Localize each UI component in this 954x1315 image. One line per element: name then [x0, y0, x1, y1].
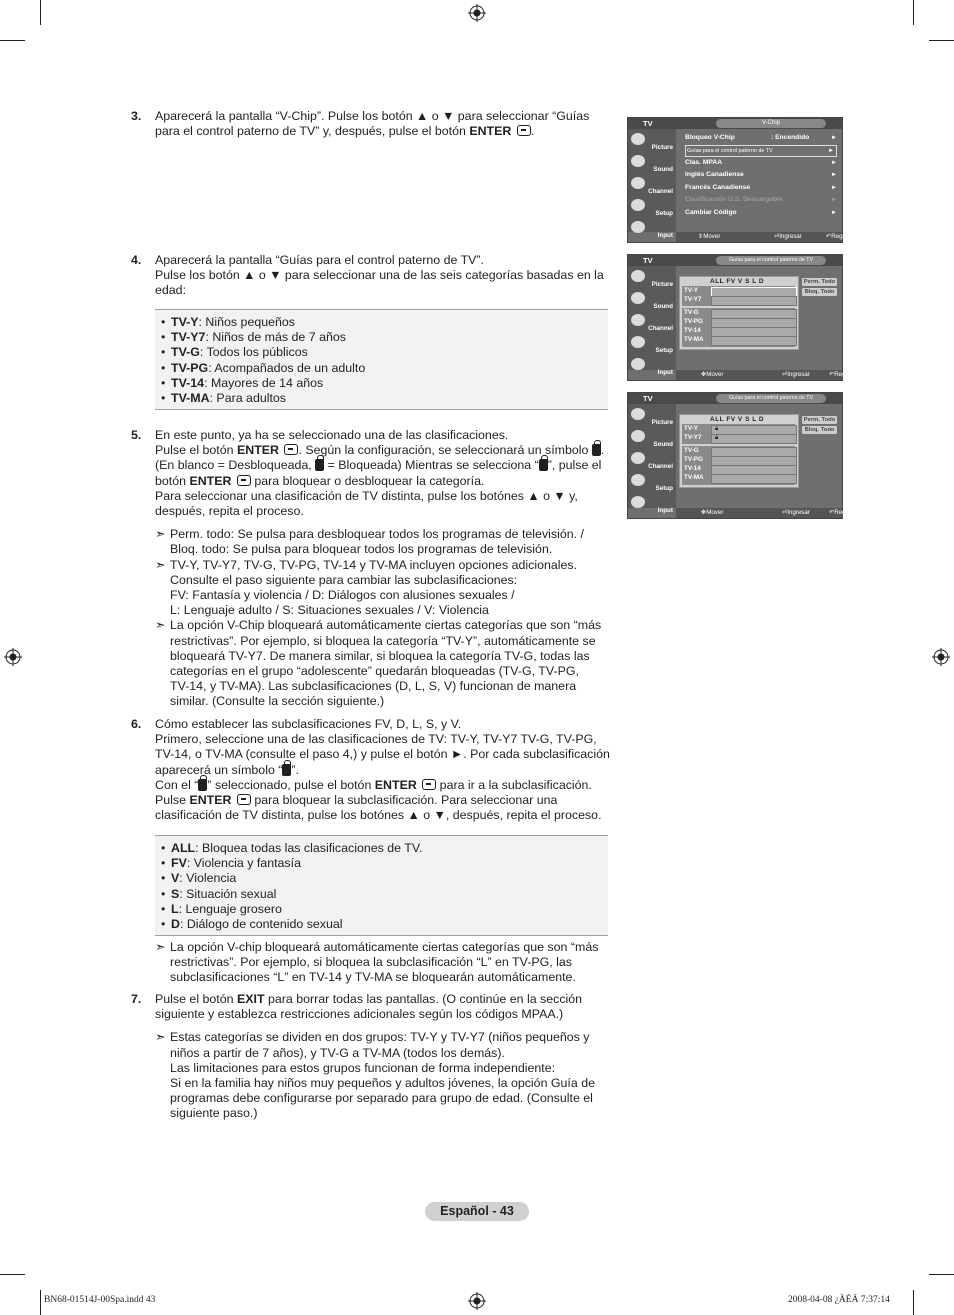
grid-row-label: TV-Y7 — [684, 296, 702, 303]
step-text: aparecerá un símbolo “ ”. — [155, 762, 299, 777]
note-arrow-icon: ➣ — [155, 1030, 166, 1045]
perm-todo-button[interactable]: Perm. Todo — [803, 279, 836, 285]
page-number: Español - 43 — [425, 1202, 529, 1221]
registration-mark-icon — [468, 1292, 486, 1310]
menu-item[interactable]: Francés Canadiense ► — [685, 184, 837, 191]
sidebar-item-sound[interactable] — [630, 429, 674, 448]
sidebar-item-label: Channel — [648, 463, 673, 470]
screen-title: Guías para el control paterno de TV — [716, 256, 826, 265]
channel-icon — [631, 452, 645, 464]
grid-header: ALL FV V S L D — [710, 278, 765, 285]
menu-item[interactable]: Clas. MPAA ► — [685, 159, 837, 166]
screen-tv-label: TV — [643, 256, 653, 265]
step-number: 7. — [131, 992, 142, 1006]
note — [155, 940, 615, 986]
sound-icon — [631, 155, 645, 167]
step-number: 3. — [131, 109, 142, 123]
step-text: Con el “ ” seleccionado, pulse el botón ENTER para ir a la subclasificación. — [155, 777, 592, 792]
note-arrow-icon: ➣ — [155, 527, 166, 542]
crop-mark — [929, 1274, 954, 1275]
note — [155, 527, 615, 557]
grid-row-label: TV-14 — [684, 465, 701, 472]
picture-icon — [631, 133, 645, 145]
grid-cells[interactable] — [711, 296, 797, 306]
enter-icon — [237, 794, 251, 805]
move-hint: ✥ Mover — [701, 371, 724, 378]
step-5 — [131, 428, 615, 710]
note-text: restrictivas”. Por ejemplo, si bloquea la categoría “TV-Y”, automáticamente se — [170, 633, 596, 648]
sound-icon — [631, 292, 645, 304]
step-4 — [131, 253, 615, 299]
step-text: edad: — [155, 283, 187, 298]
sidebar-item-label: Picture — [651, 419, 673, 426]
setup-icon — [631, 336, 645, 348]
bloq-todo-button[interactable]: Bloq. Todo — [802, 288, 837, 296]
list-item: • S: Situación sexual — [161, 887, 608, 902]
note-text: categorías en el grupo “adolescente” quedarán bloqueadas (TV-G, TV-PG, — [170, 664, 579, 679]
sidebar-item-label: Channel — [648, 188, 673, 195]
channel-icon — [631, 177, 645, 189]
note-text: TV-14, y TV-MA). Las subclasificaciones (D, L, S, V) funcionan de manera — [170, 679, 577, 694]
lock-icon — [198, 779, 207, 791]
sidebar-item-input[interactable] — [630, 495, 674, 514]
menu-item-selected[interactable]: Guías para el control paterno de TV ► — [685, 145, 837, 157]
move-hint: ✥ Mover — [701, 509, 724, 516]
grid-cells[interactable] — [711, 474, 797, 484]
bloq-todo-button[interactable]: Bloq. Todo — [802, 426, 837, 434]
screen-tv-label: TV — [643, 394, 653, 403]
sidebar-item-label: Picture — [651, 144, 673, 151]
crop-mark — [913, 1290, 914, 1315]
step-text: Pulse el botón ENTER . Según la configuración, se seleccionará un símbolo . — [155, 443, 605, 458]
step-text: Pulse los botón ▲ o ▼ para seleccionar una de las seis categorías basadas en la — [155, 268, 604, 283]
sidebar-item-label: Setup — [655, 485, 673, 492]
enter-icon — [422, 779, 436, 790]
channel-icon — [631, 314, 645, 326]
sidebar-item-channel[interactable] — [630, 313, 674, 332]
input-icon — [631, 358, 645, 370]
list-item: • TV-Y7: Niños de más de 7 años — [161, 330, 608, 345]
lock-icon — [315, 459, 324, 471]
tv-screen-guide-locked — [627, 392, 860, 519]
sidebar-item-input[interactable] — [630, 357, 674, 376]
step-number: 6. — [131, 717, 142, 731]
note-text: Si en la familia hay niños muy pequeños y adultos jóvenes, la opción Guía de — [170, 1076, 595, 1091]
grid-buttons — [802, 278, 837, 298]
note-arrow-icon: ➣ — [155, 618, 166, 633]
grid-row-label: TV-G — [684, 447, 699, 454]
grid-row-label: TV-Y7 — [684, 434, 702, 441]
sidebar-item-label: Setup — [655, 210, 673, 217]
note-text: Estas categorías se dividen en dos grupos: TV-Y y TV-Y7 (niños pequeños y — [170, 1030, 590, 1045]
grid-row-label: TV-PG — [684, 456, 703, 463]
note-text: bloqueará TV-Y7. De manera similar, si bloquea la categoría TV-G, todas las — [170, 648, 590, 663]
sidebar-item-label: Picture — [651, 281, 673, 288]
crop-mark — [40, 0, 41, 25]
input-icon — [631, 221, 645, 233]
tv-screen-guide — [627, 254, 860, 381]
move-hint: ⇕ Mover — [698, 233, 721, 240]
registration-mark-icon — [468, 4, 486, 22]
step-text: Cómo establecer las subclasificaciones FV, D, L, S, y V. — [155, 717, 462, 731]
note-text: niños a partir de 7 años), y TV-G a TV-MA (todos los demás). — [170, 1045, 505, 1060]
screen-title: V-Chip — [716, 119, 826, 128]
screen-bottom-bar — [676, 370, 860, 380]
step-text: clasificación de TV distinta, pulse los botónes ▲ o ▼, después, repita el proceso. — [155, 808, 602, 823]
sidebar-item-channel[interactable] — [630, 451, 674, 470]
list-item: • TV-G: Todos los públicos — [161, 345, 608, 360]
note-text: La opción V-chip bloqueará automáticamente ciertas categorías que son “más — [170, 940, 599, 954]
menu-item-disabled: Clasificación U.S. Descargable ► — [685, 196, 837, 203]
sidebar-item-label: Sound — [653, 441, 673, 448]
sidebar-item-channel[interactable] — [630, 176, 674, 195]
crop-mark — [40, 1290, 41, 1315]
screen-bottom-bar — [676, 232, 857, 242]
grid-cells[interactable] — [711, 336, 797, 346]
list-item: • TV-PG: Acompañados de un adulto — [161, 361, 608, 376]
enter-hint: ⏎ Ingresar — [782, 509, 810, 516]
step-text: Aparecerá la pantalla “Guías para el control paterno de TV”. — [155, 253, 484, 267]
input-icon — [631, 496, 645, 508]
step-number: 5. — [131, 428, 142, 442]
grid-row-label: TV-MA — [684, 336, 704, 343]
screen-sidebar — [628, 129, 676, 239]
step-7 — [131, 992, 615, 1122]
crop-mark — [929, 40, 954, 41]
list-item: • TV-Y: Niños pequeños — [161, 315, 608, 330]
note-text: Bloq. todo: Se pulsa para bloquear todos los programas de televisión. — [170, 542, 553, 557]
note-text: La opción V-Chip bloqueará automáticamente ciertas categorías que son “más — [170, 618, 602, 633]
note-text: Perm. todo: Se pulsa para desbloquear todos los programas de televisión. / — [170, 527, 584, 542]
menu-item[interactable]: Cambiar Código ► — [685, 209, 837, 216]
tv-screen-vchip — [627, 117, 857, 243]
setup-icon — [631, 199, 645, 211]
note-text: similar. (Consulte la sección siguiente.) — [170, 694, 385, 709]
sidebar-item-setup[interactable] — [630, 198, 674, 217]
note — [155, 618, 615, 709]
step-text: para el control paterno de TV” y, después, pulse el botón ENTER . — [155, 124, 535, 139]
picture-icon — [631, 408, 645, 420]
sidebar-item-label: Input — [657, 232, 673, 239]
crop-mark — [0, 40, 25, 41]
grid-header: ALL FV V S L D — [710, 416, 765, 423]
sidebar-item-input[interactable] — [630, 220, 674, 239]
sidebar-item-sound[interactable] — [630, 291, 674, 310]
list-item: • L: Lenguaje grosero — [161, 902, 608, 917]
sound-icon — [631, 430, 645, 442]
sidebar-item-label: Setup — [655, 347, 673, 354]
sidebar-item-label: Input — [657, 369, 673, 376]
screen-bottom-bar — [676, 508, 860, 518]
sidebar-item-sound[interactable] — [630, 154, 674, 173]
rating-grid — [679, 414, 799, 488]
step-6-note — [155, 940, 615, 986]
list-item: • TV-MA: Para adultos — [161, 391, 608, 406]
lock-icon: 🔒︎ — [715, 435, 719, 441]
note-text: programas debe configurarse por separado para grupo de edad. (Consulte el — [170, 1091, 593, 1106]
screen-title: Guías para el control paterno de TV — [716, 394, 826, 403]
note — [155, 558, 615, 619]
step-text: botón ENTER para bloquear o desbloquear la categoría. — [155, 473, 485, 488]
picture-icon — [631, 270, 645, 282]
list-item: • TV-14: Mayores de 14 años — [161, 376, 608, 391]
list-item: • ALL: Bloquea todas las clasificaciones de TV. — [161, 841, 608, 856]
step-6 — [131, 717, 615, 823]
return-hint: ↶ Regresar — [829, 371, 860, 378]
grid-row-label: TV-Y — [684, 425, 698, 432]
sidebar-item-label: Sound — [653, 166, 673, 173]
sidebar-item-setup[interactable] — [630, 335, 674, 354]
lock-icon: 🔒︎ — [715, 426, 719, 432]
lock-icon — [539, 459, 548, 471]
file-slug: BN68-01514J-00Spa.indd 43 — [44, 1295, 156, 1305]
step-text: Para seleccionar una clasificación de TV distinta, pulse los botónes ▲ o ▼ y, — [155, 488, 578, 503]
enter-icon — [284, 444, 298, 455]
crop-mark — [913, 0, 914, 25]
rating-grid — [679, 276, 799, 350]
grid-cells[interactable] — [711, 434, 797, 444]
registration-mark-icon — [4, 648, 22, 666]
step-3 — [131, 109, 615, 139]
note — [155, 1030, 615, 1121]
step-text: Aparecerá la pantalla “V-Chip”. Pulse los botón ▲ o ▼ para seleccionar “Guías — [155, 109, 590, 123]
grid-row-label: TV-Y — [684, 287, 698, 294]
note-text: subclasificaciones “L” en TV-14 y TV-MA se bloquearán automáticamente. — [170, 970, 576, 985]
sidebar-item-picture[interactable] — [630, 407, 674, 426]
subratings-list — [155, 835, 608, 936]
note-text: TV-Y, TV-Y7, TV-G, TV-PG, TV-14 y TV-MA incluyen opciones adicionales. — [170, 557, 578, 572]
return-hint: ↶ Regresar — [826, 233, 857, 240]
list-item: • V: Violencia — [161, 871, 608, 886]
menu-item[interactable]: Bloqueo V-Chip : Encendido ► — [685, 134, 837, 141]
step-text: Primero, seleccione una de las clasificaciones de TV: TV-Y, TV-Y7 TV-G, TV-PG, — [155, 732, 597, 747]
screen-tv-label: TV — [643, 119, 653, 128]
grid-row-label: TV-14 — [684, 327, 701, 334]
step-number: 4. — [131, 253, 142, 267]
enter-icon — [237, 475, 251, 486]
grid-buttons — [802, 416, 837, 436]
step-text: después, repita el proceso. — [155, 504, 304, 519]
sidebar-item-label: Input — [657, 507, 673, 514]
step-text: (En blanco = Desbloqueada, = Bloqueada) Mientras se selecciona “ ”, pulse el — [155, 458, 602, 473]
step-text: Pulse el botón EXIT para borrar todas las pantallas. (O continúe en la sección — [155, 992, 583, 1006]
lock-icon — [592, 444, 601, 456]
registration-mark-icon — [932, 648, 950, 666]
step-text: TV-14, o TV-MA (consulte el paso 4,) y pulse el botón ►. Por cada subclasificación — [155, 747, 610, 762]
enter-hint: ⏎ Ingresar — [782, 371, 810, 378]
note-text: restrictivas”. Por ejemplo, si bloquea la subclasificación “L” en TV-PG, las — [170, 955, 572, 970]
sidebar-item-picture[interactable] — [630, 269, 674, 288]
grid-row-label: TV-MA — [684, 474, 704, 481]
crop-mark — [0, 1274, 25, 1275]
perm-todo-button[interactable]: Perm. Todo — [803, 417, 836, 423]
screen-sidebar — [628, 266, 676, 376]
step-text: siguiente y establezca restricciones adicionales según los códigos MPAA.) — [155, 1007, 564, 1022]
note-arrow-icon: ➣ — [155, 940, 166, 954]
enter-hint: ⏎ Ingresar — [774, 233, 802, 240]
grid-row-label: TV-PG — [684, 318, 703, 325]
screen-sidebar — [628, 404, 676, 514]
note-text: siguiente paso.) — [170, 1106, 258, 1121]
list-item: • FV: Violencia y fantasía — [161, 856, 608, 871]
list-item: • D: Diálogo de contenido sexual — [161, 917, 608, 932]
note-text: L: Lenguaje adulto / S: Situaciones sexuales / V: Violencia — [170, 603, 489, 618]
menu-item[interactable]: Inglés Canadiense ► — [685, 171, 837, 178]
step-text: Pulse ENTER para bloquear la subclasificación. Para seleccionar una — [155, 793, 558, 808]
step-text: En este punto, ya ha se seleccionado una de las clasificaciones. — [155, 428, 509, 442]
sidebar-item-label: Sound — [653, 303, 673, 310]
note-text: FV: Fantasía y violencia / D: Diálogos con alusiones sexuales / — [170, 588, 515, 603]
date-slug: 2008-04-08 ¿ÀÈÄ 7:37:14 — [788, 1295, 890, 1305]
ratings-list — [155, 309, 608, 410]
enter-icon — [517, 125, 531, 136]
lock-icon — [282, 764, 291, 776]
note-text: Las limitaciones para estos grupos funcionan de forma independiente: — [170, 1060, 556, 1075]
sidebar-item-picture[interactable] — [630, 132, 674, 151]
return-hint: ↶ Regresar — [829, 509, 860, 516]
sidebar-item-setup[interactable] — [630, 473, 674, 492]
sidebar-item-label: Channel — [648, 325, 673, 332]
note-text: Consulte el paso siguiente para cambiar las subclasificaciones: — [170, 572, 518, 587]
note-arrow-icon: ➣ — [155, 557, 166, 572]
grid-row-label: TV-G — [684, 309, 699, 316]
setup-icon — [631, 474, 645, 486]
